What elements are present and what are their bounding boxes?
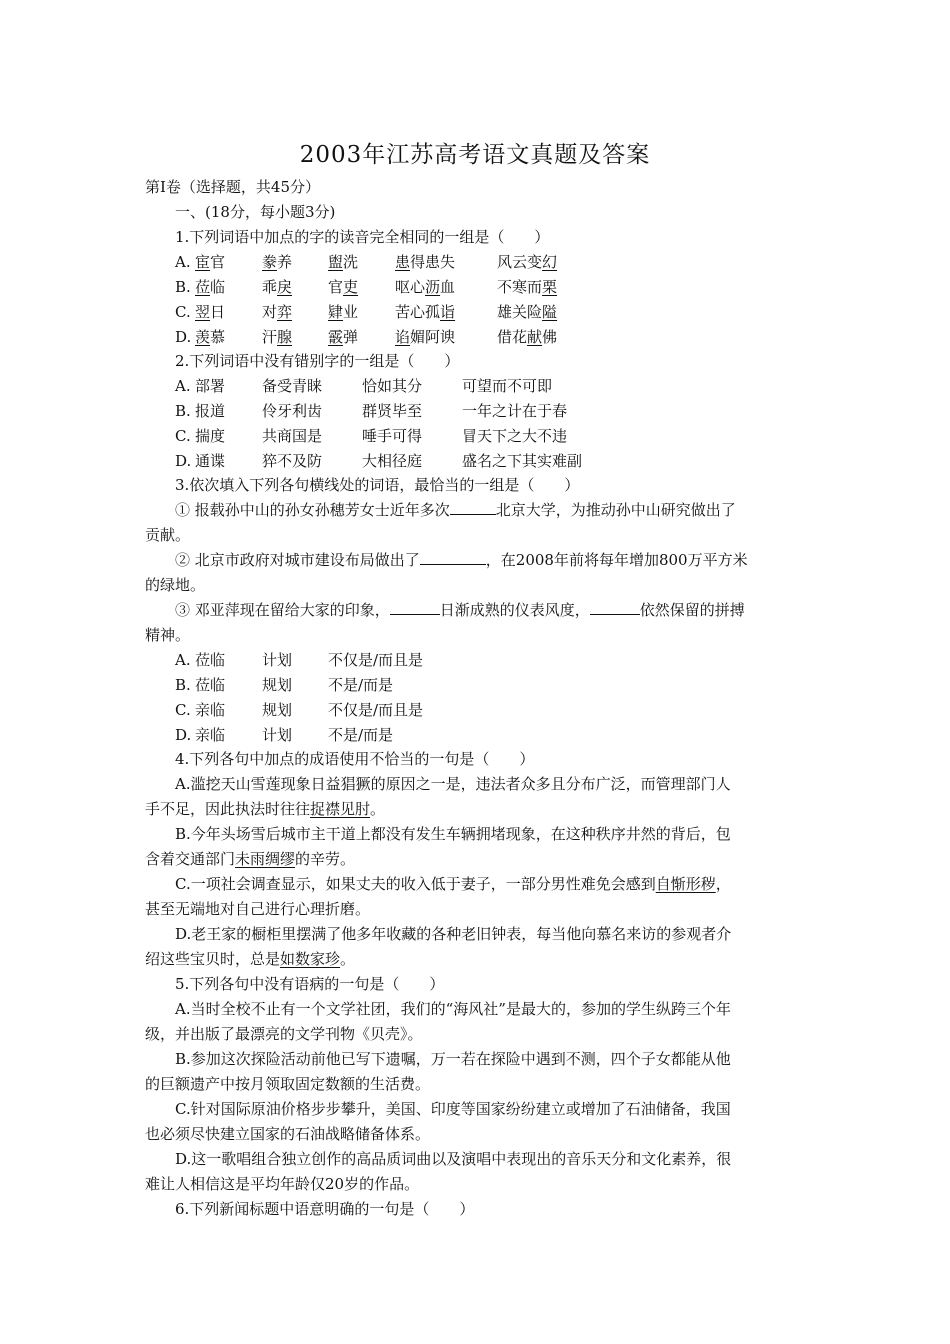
option-word: 大相径庭 xyxy=(362,452,423,470)
option-word: 莅临 xyxy=(195,278,226,296)
option-text: 。 xyxy=(340,950,356,968)
option-label: B. xyxy=(175,402,191,420)
idiom-underlined: 未雨绸缪 xyxy=(235,850,296,868)
option-text: ， xyxy=(715,875,731,893)
option-label: A. xyxy=(175,377,191,395)
question-6-stem: 6.下列新闻标题中语意明确的一句是（ ） xyxy=(175,1200,475,1218)
option-word: 通谍 xyxy=(195,452,226,470)
option-label: D. xyxy=(175,452,192,470)
question-4-option-b: B.今年头场雪后城市主干道上都没有发生车辆拥堵现象，在这种秩序井然的背后，包 xyxy=(175,825,731,843)
option-word: 不寒而栗 xyxy=(497,278,558,296)
part-heading: 一、(18分，每小题3分) xyxy=(175,203,336,221)
option-word: 盥洗 xyxy=(328,253,359,271)
option-word: 规划 xyxy=(262,701,293,719)
option-word: 伶牙利齿 xyxy=(262,402,323,420)
option-word: 不是/而是 xyxy=(328,676,394,694)
section-heading: 第I卷（选择题，共45分） xyxy=(145,178,321,196)
question-2-stem: 2.下列词语中没有错别字的一组是（ ） xyxy=(175,352,460,370)
option-word: 谄媚阿谀 xyxy=(395,328,456,346)
option-word: 规划 xyxy=(262,676,293,694)
question-4-option-c xyxy=(175,874,731,894)
option-word: 苦心孤诣 xyxy=(395,303,456,321)
question-3-stem: 3.依次填入下列各句横线处的词语，最恰当的一组是（ ） xyxy=(175,476,580,494)
sentence-text: 日渐成熟的仪表风度， xyxy=(439,601,590,619)
question-3-sentence-3-cont: 精神。 xyxy=(145,626,191,644)
sentence-text: ① 报载孙中山的孙女孙穗芳女士近年多次 xyxy=(175,501,450,519)
option-word: 群贤毕至 xyxy=(362,402,423,420)
option-text: C.一项社会调查显示，如果丈夫的收入低于妻子，一部分男性难免会感到 xyxy=(175,875,656,893)
question-4-option-c-cont: 甚至无端地对自己进行心理折磨。 xyxy=(145,900,371,918)
sentence-text: ③ 邓亚萍现在留给大家的印象， xyxy=(175,601,390,619)
fill-blank xyxy=(450,500,496,515)
option-word: 莅临 xyxy=(195,676,226,694)
fill-blank xyxy=(420,550,486,565)
option-text: 的辛劳。 xyxy=(295,850,356,868)
option-word: 一年之计在于春 xyxy=(462,402,568,420)
option-label: D. xyxy=(175,726,192,744)
option-text: 含着交通部门 xyxy=(145,850,236,868)
question-1-stem: 1.下列词语中加点的字的读音完全相同的一组是（ ） xyxy=(175,228,550,246)
question-5-option-a: A.当时全校不止有一个文学社团，我们的“海风社”是最大的，参加的学生纵跨三个年 xyxy=(175,1000,731,1018)
option-label: A. xyxy=(175,253,191,271)
option-label: B. xyxy=(175,676,191,694)
option-word: 豢养 xyxy=(262,253,293,271)
option-word: 雄关险隘 xyxy=(497,303,558,321)
option-word: 报道 xyxy=(195,402,226,420)
option-word: 盛名之下其实难副 xyxy=(462,452,583,470)
option-word: 借花献佛 xyxy=(497,328,558,346)
option-word: 可望而不可即 xyxy=(462,377,553,395)
option-word: 呕心沥血 xyxy=(395,278,456,296)
option-word: 不仅是/而且是 xyxy=(328,651,424,669)
question-3-sentence-3 xyxy=(175,600,745,620)
option-word: 猝不及防 xyxy=(262,452,323,470)
option-word: 莅临 xyxy=(195,651,226,669)
fill-blank xyxy=(390,600,440,615)
fill-blank xyxy=(590,600,640,615)
option-word: 计划 xyxy=(262,726,293,744)
option-word: 部署 xyxy=(195,377,226,395)
question-5-option-d-cont: 难让人相信这是平均年龄仅20岁的作品。 xyxy=(145,1175,420,1193)
question-4-option-d: D.老王家的橱柜里摆满了他多年收藏的各种老旧钟表，每当他向慕名来访的参观者介 xyxy=(175,925,732,943)
option-word: 官吏 xyxy=(328,278,359,296)
option-word: 肄业 xyxy=(328,303,359,321)
option-word: 乖戾 xyxy=(262,278,293,296)
question-5-option-d: D.这一歌唱组合独立创作的高品质词曲以及演唱中表现出的音乐天分和文化素养，很 xyxy=(175,1150,732,1168)
option-text: 手不足，因此执法时往往 xyxy=(145,800,311,818)
sentence-text: 依然保留的拼搏 xyxy=(639,601,745,619)
sentence-text: 北京大学，为推动孙中山研究做出了 xyxy=(495,501,736,519)
question-4-option-a: A.滥挖天山雪莲现象日益猖獗的原因之一是，违法者众多且分布广泛，而管理部门人 xyxy=(175,775,731,793)
option-word: 唾手可得 xyxy=(362,427,423,445)
question-5-stem: 5.下列各句中没有语病的一句是（ ） xyxy=(175,975,445,993)
idiom-underlined: 自惭形秽 xyxy=(655,875,716,893)
option-word: 宦官 xyxy=(195,253,226,271)
option-label: B. xyxy=(175,278,191,296)
question-4-option-a-cont xyxy=(145,799,385,819)
question-3-sentence-2 xyxy=(175,550,748,570)
option-word: 汗腺 xyxy=(262,328,293,346)
question-4-stem: 4.下列各句中加点的成语使用不恰当的一句是（ ） xyxy=(175,750,535,768)
idiom-underlined: 如数家珍 xyxy=(280,950,341,968)
option-word: 亲临 xyxy=(195,701,226,719)
option-word: 对弈 xyxy=(262,303,293,321)
question-4-option-b-cont xyxy=(145,849,355,869)
option-word: 计划 xyxy=(262,651,293,669)
option-word: 备受青睐 xyxy=(262,377,323,395)
question-5-option-b-cont: 的巨额遗产中按月领取固定数额的生活费。 xyxy=(145,1075,431,1093)
sentence-text: ② 北京市政府对城市建设布局做出了 xyxy=(175,551,420,569)
option-label: C. xyxy=(175,701,191,719)
option-text: 。 xyxy=(370,800,386,818)
question-5-option-a-cont: 级，并出版了最漂亮的文学刊物《贝壳》。 xyxy=(145,1025,423,1043)
question-5-option-c: C.针对国际原油价格步步攀升，美国、印度等国家纷纷建立或增加了石油储备，我国 xyxy=(175,1100,731,1118)
option-word: 冒天下之大不违 xyxy=(462,427,568,445)
option-word: 不是/而是 xyxy=(328,726,394,744)
option-label: D. xyxy=(175,328,192,346)
option-label: C. xyxy=(175,427,191,445)
idiom-underlined: 捉襟见肘 xyxy=(310,800,371,818)
option-word: 翌日 xyxy=(195,303,226,321)
option-word: 亲临 xyxy=(195,726,226,744)
option-word: 揣度 xyxy=(195,427,226,445)
option-word: 恰如其分 xyxy=(362,377,423,395)
question-3-sentence-2-cont: 的绿地。 xyxy=(145,576,206,594)
option-label: C. xyxy=(175,303,191,321)
sentence-text: ，在2008年前将每年增加800万平方米 xyxy=(485,551,748,569)
option-word: 羡慕 xyxy=(195,328,226,346)
question-3-sentence-1-cont: 贡献。 xyxy=(145,526,191,544)
option-label: A. xyxy=(175,651,191,669)
question-5-option-c-cont: 也必须尽快建立国家的石油战略储备体系。 xyxy=(145,1125,431,1143)
question-3-sentence-1 xyxy=(175,500,736,520)
option-word: 不仅是/而且是 xyxy=(328,701,424,719)
page-title: 2003年江苏高考语文真题及答案 xyxy=(299,142,651,168)
option-word: 患得患失 xyxy=(395,253,456,271)
question-5-option-b: B.参加这次探险活动前他已写下遗嘱，万一若在探险中遇到不测，四个子女都能从他 xyxy=(175,1050,731,1068)
option-word: 共商国是 xyxy=(262,427,323,445)
option-word: 霰弹 xyxy=(328,328,359,346)
option-word: 风云变幻 xyxy=(497,253,558,271)
question-4-option-d-cont xyxy=(145,949,355,969)
option-text: 绍这些宝贝时，总是 xyxy=(145,950,281,968)
